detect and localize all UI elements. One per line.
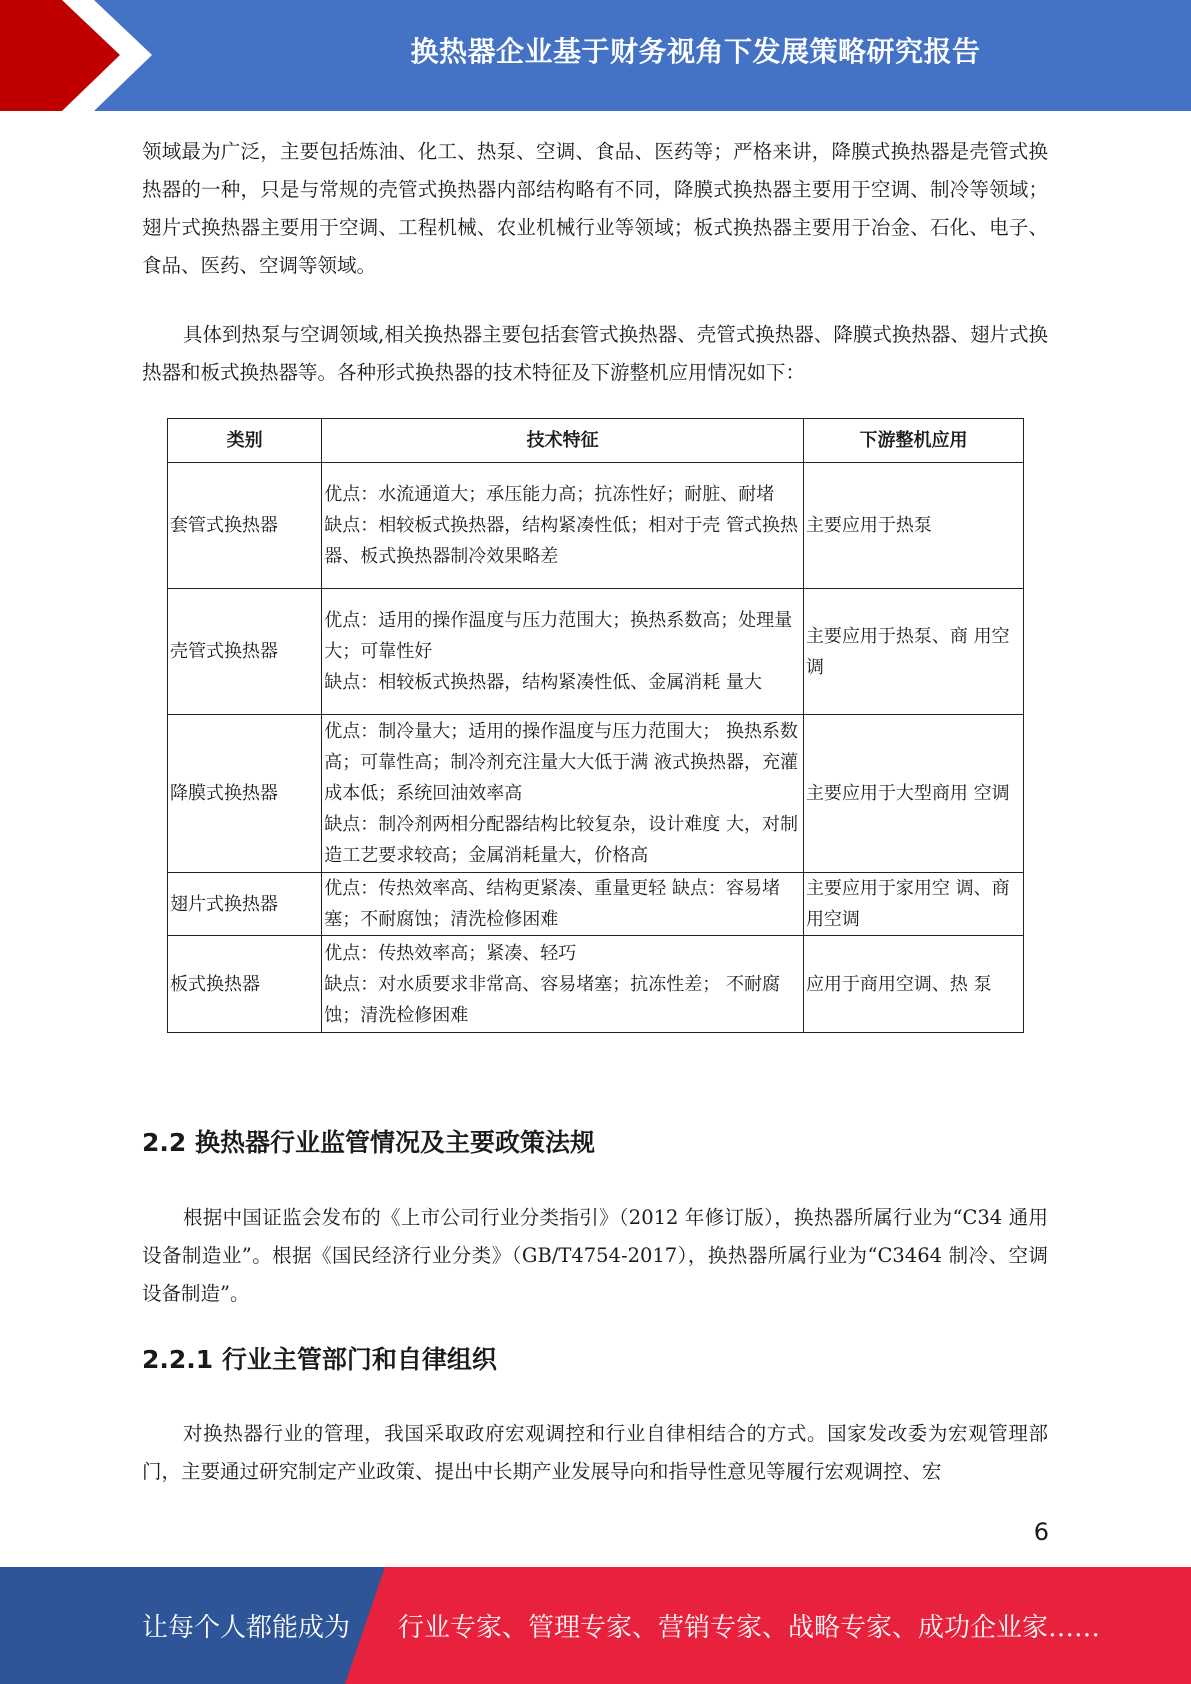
feature-cons: 缺点：相较板式换热器，结构紧凑性低、金属消耗 量大 [324,672,763,693]
header-arrow-decoration [0,0,160,111]
paragraph-industry-classification: 根据中国证监会发布的《上市公司行业分类指引》（2012 年修订版），换热器所属行业为“C34 通用设备制造业”。根据《国民经济行业分类》（GB/T4754-2017），换热器所属行业为“C3464 制冷、空调设备制造”。 [142,1206,1048,1305]
page-footer [0,1567,1191,1684]
column-header-application: 下游整机应用 [803,419,1023,463]
footer-slogan-left: 让每个人都能成为 [142,1613,351,1643]
table-row [168,936,1024,1033]
feature-cons: 缺点：对水质要求非常高、容易堵塞；抗冻性差； 不耐腐蚀；清洗检修困难 [324,973,781,1026]
document-title: 换热器企业基于财务视角下发展策略研究报告 [410,35,981,68]
feature-pros: 优点：适用的操作温度与压力范围大；换热系数高；处理量大；可靠性好 [324,610,793,662]
row-features [322,715,804,873]
heat-exchanger-table [167,418,1024,1033]
table-row [168,589,1024,715]
row-features [322,589,804,715]
table-row [168,463,1024,589]
section-heading-2-2-1: 2.2.1 行业主管部门和自律组织 [142,1345,497,1374]
paragraph-regulation: 对换热器行业的管理，我国采取政府宏观调控和行业自律相结合的方式。国家发改委为宏观管理部门，主要通过研究制定产业政策、提出中长期产业发展导向和指导性意见等履行宏观调控、宏 [142,1422,1048,1483]
row-application: 主要应用于大型商用 空调 [803,715,1023,873]
column-header-features: 技术特征 [322,419,804,463]
row-type: 壳管式换热器 [168,589,322,715]
page-header [0,0,1191,111]
feature-cons: 缺点：相较板式换热器，结构紧凑性低；相对于壳 管式换热器、板式换热器制冷效果略差 [324,515,799,567]
paragraph-heat-pump: 具体到热泵与空调领域,相关换热器主要包括套管式换热器、壳管式换热器、降膜式换热器、翅片式换热器和板式换热器等。各种形式换热器的技术特征及下游整机应用情况如下： [142,323,1048,384]
row-type: 板式换热器 [168,936,322,1033]
row-type: 套管式换热器 [168,463,322,589]
feature-pros: 优点：水流通道大；承压能力高；抗冻性好；耐脏、耐堵 [324,484,775,505]
row-type: 翅片式换热器 [168,873,322,936]
row-application: 主要应用于家用空 调、商用空调 [803,873,1023,936]
table-row [168,873,1024,936]
section-heading-2-2: 2.2 换热器行业监管情况及主要政策法规 [142,1128,595,1157]
row-application: 主要应用于热泵、商 用空调 [803,589,1023,715]
row-type: 降膜式换热器 [168,715,322,873]
paragraph-intro: 领域最为广泛，主要包括炼油、化工、热泵、空调、食品、医药等；严格来讲，降膜式换热器是壳管式换热器的一种，只是与常规的壳管式换热器内部结构略有不同，降膜式换热器主要用于空调、制冷等领域；翅片式换热器主要用于空调、工程机械、农业机械行业等领域；板式换热器主要用于冶金、石化、电子、食品、医药、空调等领域。 [142,140,1048,277]
row-application: 主要应用于热泵 [803,463,1023,589]
row-application: 应用于商用空调、热 泵 [803,936,1023,1033]
feature-pros-cons: 优点：传热效率高、结构更紧凑、重量更轻 缺点：容易堵塞；不耐腐蚀；清洗检修困难 [324,878,781,930]
table-row [168,715,1024,873]
feature-pros: 优点：制冷量大；适用的操作温度与压力范围大； 换热系数高；可靠性高；制冷剂充注量大大低于满 液式换热器，充灌成本低；系统回油效率高 [324,721,799,804]
footer-slogan-right: 行业专家、管理专家、营销专家、战略专家、成功企业家…… [398,1613,1101,1643]
page-number: 6 [1033,1518,1049,1546]
feature-cons: 缺点：制冷剂两相分配器结构比较复杂，设计难度 大，对制造工艺要求较高；金属消耗量大，价格高 [324,814,799,866]
row-features [322,463,804,589]
table-header-row [168,419,1024,463]
row-features [322,873,804,936]
row-features [322,936,804,1033]
column-header-type: 类别 [168,419,322,463]
feature-pros: 优点：传热效率高；紧凑、轻巧 [324,942,577,964]
